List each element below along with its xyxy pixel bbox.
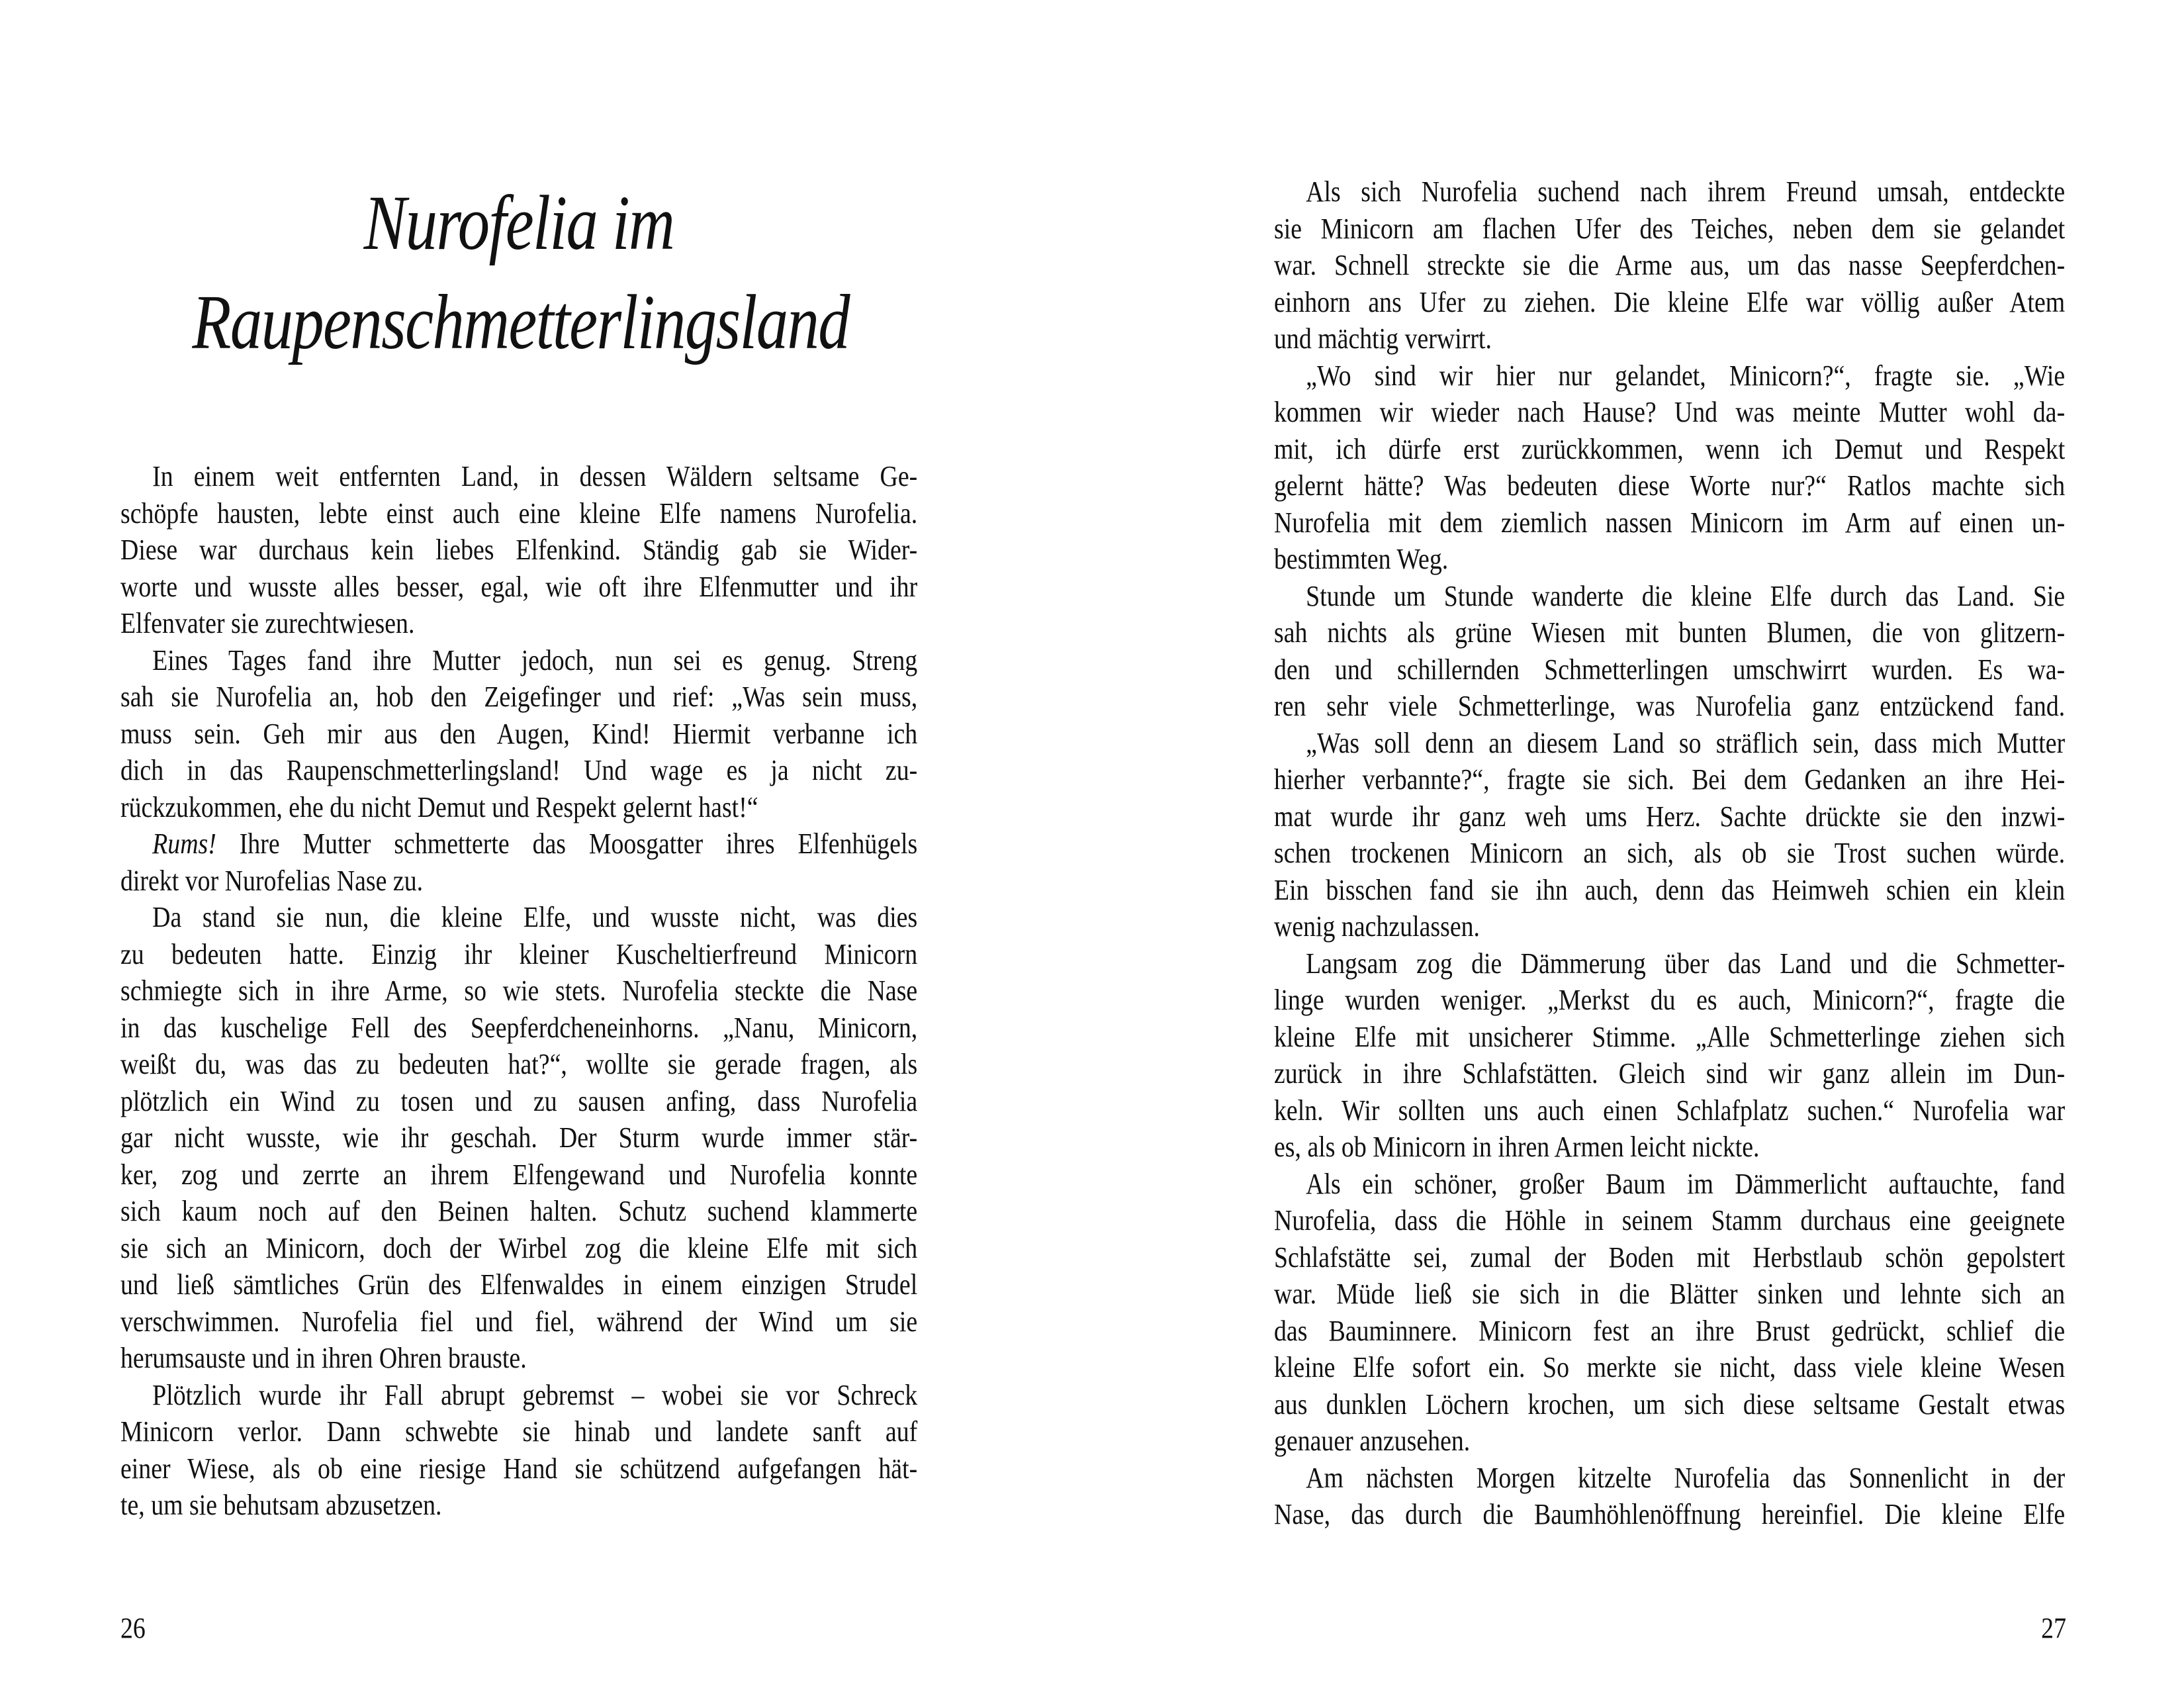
text-line-content: Eines Tages fand ihre Mutter jedoch, nun sei es genug. Streng (152, 643, 918, 677)
text-line-content: gar nicht wusste, wie ihr geschah. Der Sturm wurde immer stär- (120, 1121, 918, 1154)
text-line-content: mat wurde ihr ganz weh ums Herz. Sachte drückte sie den inzwi- (1274, 800, 2066, 833)
text-line-content: direkt vor Nurofelias Nase zu. (120, 864, 424, 897)
text-line-content: schen trockenen Minicorn an sich, als ob sie Trost suchen würde. (1274, 837, 2066, 869)
text-line-content: einhorn ans Ufer zu ziehen. Die kleine Elfe war völlig außer Atem (1274, 285, 2066, 318)
text-line-content: Ihre Mutter schmetterte das Moosgatter ihres Elfenhügels (216, 827, 918, 860)
text-line (120, 1377, 917, 1414)
text-line (1274, 835, 2065, 872)
text-line (1274, 1460, 2065, 1497)
text-line (1274, 1496, 2065, 1533)
text-line (1274, 945, 2065, 982)
page-number-right: 27 (2041, 1612, 2066, 1644)
text-line (120, 1046, 917, 1083)
text-line-content: den und schillernden Schmetterlingen umschwirrt wurden. Es wa- (1274, 653, 2066, 686)
text-line-content: Ein bisschen fand sie ihn auch, denn das Heimweh schien ein klein (1274, 873, 2066, 906)
text-line (1274, 504, 2065, 541)
text-line (1274, 431, 2065, 468)
text-line-content: hierher verbannte?“, fragte sie sich. Bei dem Gedanken an ihre Hei- (1274, 763, 2066, 796)
text-line-content: Schlafstätte sei, zumal der Boden mit Herbstlaub schön gepolstert (1274, 1241, 2066, 1274)
text-line (120, 936, 917, 973)
text-line (1274, 1166, 2065, 1203)
text-line (120, 752, 917, 789)
page-number-left: 26 (120, 1612, 146, 1644)
text-line-content: genauer anzusehen. (1274, 1425, 1471, 1457)
text-line (1274, 211, 2065, 248)
text-line (120, 863, 917, 900)
text-line (120, 495, 917, 532)
chapter-title-line-2: Raupenschmetterlingsland (192, 279, 849, 365)
text-line (120, 605, 917, 642)
text-line-content: und mächtig verwirrt. (1274, 322, 1492, 355)
text-line-content: bestimmten Weg. (1274, 543, 1449, 575)
chapter-title-line-1: Nurofelia im (363, 179, 674, 266)
chapter-title (192, 173, 849, 372)
text-line (1274, 1202, 2065, 1239)
text-line (120, 1083, 917, 1120)
text-line-content: Plötzlich wurde ihr Fall abrupt gebremst – wobei sie vor Schreck (152, 1378, 918, 1411)
text-line (1274, 357, 2065, 395)
text-line (1274, 1349, 2065, 1386)
text-line-content: und ließ sämtliches Grün des Elfenwaldes in einem einzigen Strudel (120, 1268, 918, 1301)
right-page-body-text (1274, 173, 2065, 1533)
text-line (1274, 173, 2065, 211)
text-line-content: herumsauste und in ihren Ohren brauste. (120, 1342, 527, 1374)
text-line-content: aus dunklen Löchern krochen, um sich diese seltsame Gestalt etwas (1274, 1387, 2066, 1421)
text-line-content: In einem weit entfernten Land, in dessen Wäldern seltsame Ge- (152, 460, 918, 492)
text-line (1274, 1055, 2065, 1092)
italic-emphasis: Rums! (152, 827, 216, 860)
text-line-content: mit, ich dürfe erst zurückkommen, wenn ich Demut und Respekt (1274, 432, 2066, 465)
text-line-content: in das kuschelige Fell des Seepferdcheneinhorns. „Nanu, Minicorn, (120, 1011, 918, 1044)
text-line-content: Diese war durchaus kein liebes Elfenkind. Ständig gab sie Wider- (120, 534, 918, 566)
text-line-content: schmiegte sich in ihre Arme, so wie stets. Nurofelia steckte die Nase (120, 974, 918, 1007)
text-line (120, 972, 917, 1009)
text-line (1274, 761, 2065, 798)
text-line (120, 642, 917, 679)
text-line (1274, 541, 2065, 578)
text-line (120, 532, 917, 569)
text-line-content: das Bauminnere. Minicorn fest an ihre Brust gedrückt, schlief die (1274, 1314, 2066, 1347)
text-line (120, 569, 917, 606)
text-line-content: te, um sie behutsam abzusetzen. (120, 1489, 442, 1521)
text-line-content: Nase, das durch die Baumhöhlenöffnung hereinfiel. Die kleine Elfe (1274, 1498, 2066, 1530)
text-line-content: Nurofelia, dass die Höhle in seinem Stamm durchaus eine geeignete (1274, 1204, 2066, 1237)
text-line-content: kleine Elfe mit unsicherer Stimme. „Alle Schmetterlinge ziehen sich (1274, 1020, 2066, 1053)
text-line (120, 1303, 917, 1340)
text-line (120, 1156, 917, 1194)
text-line-content: kommen wir wieder nach Hause? Und was meinte Mutter wohl da- (1274, 396, 2066, 428)
text-line (1274, 1019, 2065, 1056)
text-line-content: „Wo sind wir hier nur gelandet, Minicorn?“, fragte sie. „Wie (1306, 359, 2066, 392)
text-line-content: Elfenvater sie zurechtwiesen. (120, 607, 415, 639)
text-line (1274, 908, 2065, 945)
text-line (1274, 578, 2065, 615)
text-line-content: weißt du, was das zu bedeuten hat?“, wollte sie gerade fragen, als (120, 1048, 918, 1080)
text-line-content: zu bedeuten hatte. Einzig ihr kleiner Kuscheltierfreund Minicorn (120, 937, 918, 970)
text-line-content: sich kaum noch auf den Beinen halten. Schutz suchend klammerte (120, 1195, 918, 1227)
text-line-content: einer Wiese, als ob eine riesige Hand sie schützend aufgefangen hät- (120, 1452, 918, 1485)
text-line (120, 1340, 917, 1377)
text-line (120, 679, 917, 716)
text-line (1274, 1276, 2065, 1313)
text-line (1274, 688, 2065, 725)
text-line-content: war. Müde ließ sie sich in die Blätter sinken und lehnte sich an (1274, 1278, 2066, 1310)
text-line-content: Stunde um Stunde wanderte die kleine Elfe durch das Land. Sie (1306, 579, 2066, 612)
text-line (1274, 1386, 2065, 1423)
right-page (1092, 0, 2184, 1688)
text-line (1274, 872, 2065, 909)
text-line-content: muss sein. Geh mir aus den Augen, Kind! Hiermit verbanne ich (120, 717, 918, 750)
text-line-content: war. Schnell streckte sie die Arme aus, um das nasse Seepferdchen- (1274, 249, 2066, 281)
text-line-content: ker, zog und zerrte an ihrem Elfengewand und Nurofelia konnte (120, 1158, 918, 1191)
text-line-content: verschwimmen. Nurofelia fiel und fiel, während der Wind um sie (120, 1305, 918, 1338)
text-line-content: es, als ob Minicorn in ihren Armen leicht nickte. (1274, 1131, 1760, 1163)
text-line (120, 1413, 917, 1450)
text-line (1274, 725, 2065, 762)
text-line (1274, 651, 2065, 688)
text-line-content: Nurofelia mit dem ziemlich nassen Minicorn im Arm auf einen un- (1274, 506, 2066, 539)
text-line (120, 1487, 917, 1524)
text-line (120, 1119, 917, 1156)
text-line (1274, 320, 2065, 357)
text-line (120, 1009, 917, 1047)
text-line-content: sah nichts als grüne Wiesen mit bunten Blumen, die von glitzern- (1274, 616, 2066, 649)
text-line-content: Als ein schöner, großer Baum im Dämmerlicht auftauchte, fand (1306, 1167, 2066, 1200)
text-line-content: dich in das Raupenschmetterlingsland! Und wage es ja nicht zu- (120, 754, 918, 786)
text-line (120, 825, 917, 863)
text-line (1274, 247, 2065, 284)
text-line (120, 1193, 917, 1230)
text-line-content: Da stand sie nun, die kleine Elfe, und wusste nicht, was dies (152, 901, 918, 933)
text-line (120, 899, 917, 936)
text-line-content: schöpfe hausten, lebte einst auch eine kleine Elfe namens Nurofelia. (120, 496, 918, 530)
text-line-content: Als sich Nurofelia suchend nach ihrem Freund umsah, entdeckte (1306, 175, 2066, 208)
text-line (1274, 614, 2065, 651)
text-line (120, 1266, 917, 1303)
text-line (120, 1450, 917, 1487)
text-line-content: linge wurden weniger. „Merkst du es auch, Minicorn?“, fragte die (1274, 984, 2066, 1016)
text-line (1274, 284, 2065, 321)
text-line-content: keln. Wir sollten uns auch einen Schlafplatz suchen.“ Nurofelia war (1274, 1094, 2066, 1127)
text-line-content: worte und wusste alles besser, egal, wie oft ihre Elfenmutter und ihr (120, 570, 918, 603)
text-line (1274, 1239, 2065, 1276)
text-line-content: kleine Elfe sofort ein. So merkte sie nicht, dass viele kleine Wesen (1274, 1351, 2066, 1383)
text-line-content: Minicorn verlor. Dann schwebte sie hinab und landete sanft auf (120, 1415, 918, 1448)
text-line (1274, 1129, 2065, 1166)
text-line (120, 716, 917, 753)
text-line-content: sie Minicorn am flachen Ufer des Teiches, neben dem sie gelandet (1274, 212, 2066, 245)
text-line-content: rückzukommen, ehe du nicht Demut und Respekt gelernt hast!“ (120, 790, 758, 823)
text-line (1274, 467, 2065, 504)
text-line (120, 1230, 917, 1267)
left-page-body-text (120, 458, 917, 1524)
text-line (1274, 1092, 2065, 1129)
text-line (120, 458, 917, 495)
text-line-content: ren sehr viele Schmetterlinge, was Nurofelia ganz entzückend fand. (1274, 690, 2066, 722)
text-line (1274, 798, 2065, 835)
text-line (1274, 982, 2065, 1019)
text-line (120, 789, 917, 826)
text-line (1274, 394, 2065, 431)
text-line-content: Langsam zog die Dämmerung über das Land und die Schmetter- (1306, 947, 2066, 980)
text-line-content: zurück in ihre Schlafstätten. Gleich sind wir ganz allein im Dun- (1274, 1057, 2066, 1090)
text-line-content: Am nächsten Morgen kitzelte Nurofelia das Sonnenlicht in der (1306, 1461, 2066, 1494)
text-line (1274, 1313, 2065, 1350)
text-line-content: sah sie Nurofelia an, hob den Zeigefinger und rief: „Was sein muss, (120, 680, 918, 713)
text-line-content: wenig nachzulassen. (1274, 910, 1480, 943)
text-line-content: „Was soll denn an diesem Land so sträflich sein, dass mich Mutter (1306, 726, 2066, 759)
text-line-content: plötzlich ein Wind zu tosen und zu sausen anfing, dass Nurofelia (120, 1084, 918, 1117)
text-line-content: sie sich an Minicorn, doch der Wirbel zog die kleine Elfe mit sich (120, 1231, 918, 1264)
text-line (1274, 1423, 2065, 1460)
text-line-content: gelernt hätte? Was bedeuten diese Worte nur?“ Ratlos machte sich (1274, 469, 2066, 502)
